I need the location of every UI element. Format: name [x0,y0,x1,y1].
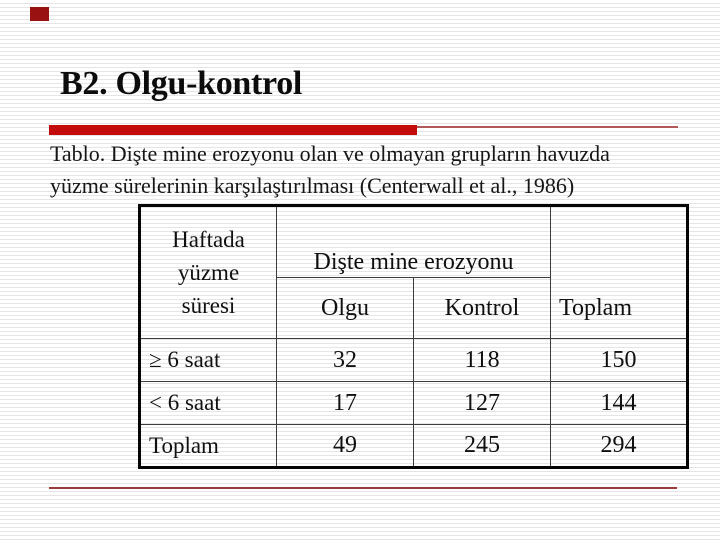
cell-ge6-olgu: 32 [277,339,414,382]
cell-total-kontrol: 245 [414,425,551,468]
table-header-olgu: Olgu [277,278,414,339]
cell-lt6-kontrol: 127 [414,382,551,425]
table-row [140,382,688,425]
row-label-total: Toplam [140,425,277,468]
title-accent-bar [49,125,417,135]
cell-total-toplam: 294 [551,425,688,468]
row-label-ge6: ≥ 6 saat [140,339,277,382]
slide-title: B2. Olgu-kontrol [60,65,303,102]
bullet-square-icon [30,7,49,21]
cell-total-olgu: 49 [277,425,414,468]
table-header-span-erosion: Dişte mine erozyonu [277,206,551,278]
table-header-total: Toplam [551,206,688,339]
table-header-kontrol: Kontrol [414,278,551,339]
title-accent-thin-line [417,126,678,128]
table-header-row-variable: Haftada yüzme süresi [140,206,277,339]
table-caption-line2: yüzme sürelerinin karşılaştırılması (Centerwall et al., 1986) [50,173,575,198]
table-row [140,339,688,382]
bottom-divider-line [49,487,677,489]
row-label-lt6: < 6 saat [140,382,277,425]
cell-ge6-kontrol: 118 [414,339,551,382]
cell-ge6-toplam: 150 [551,339,688,382]
table-caption-line1: Tablo. Dişte mine erozyonu olan ve olmayan grupların havuzda [50,141,610,166]
table-caption [50,138,710,202]
case-control-table [138,204,689,469]
table-row [140,425,688,468]
cell-lt6-toplam: 144 [551,382,688,425]
cell-lt6-olgu: 17 [277,382,414,425]
